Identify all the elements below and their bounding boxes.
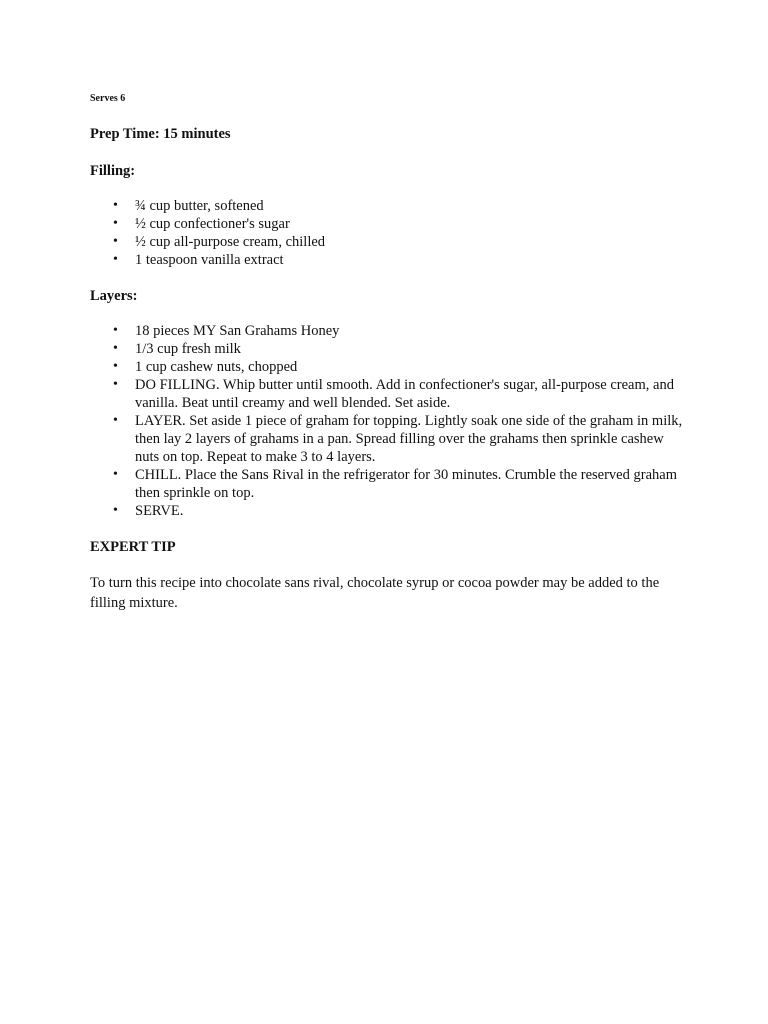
list-item	[90, 197, 690, 215]
bullet-icon: •	[113, 323, 118, 338]
layers-list	[90, 322, 690, 520]
bullet-icon: •	[113, 359, 118, 374]
bullet-icon: •	[113, 377, 118, 392]
prep-time: Prep Time: 15 minutes	[90, 126, 231, 142]
list-item-text: CHILL. Place the Sans Rival in the refrigerator for 30 minutes. Crumble the reserved graham then sprinkle on top.	[135, 467, 677, 501]
bullet-icon: •	[113, 467, 118, 482]
layers-heading: Layers:	[90, 288, 138, 304]
bullet-icon: •	[113, 216, 118, 231]
list-item	[90, 251, 690, 269]
recipe-page	[90, 92, 690, 613]
list-item-text: SERVE.	[135, 503, 184, 519]
bullet-icon: •	[113, 341, 118, 356]
list-item	[90, 340, 690, 358]
list-item	[90, 466, 690, 502]
list-item-text: 1 cup cashew nuts, chopped	[135, 359, 298, 375]
expert-tip-text: To turn this recipe into chocolate sans rival, chocolate syrup or cocoa powder may be added to the filling mixture.	[90, 575, 660, 611]
bullet-icon: •	[113, 503, 118, 518]
list-item	[90, 412, 690, 466]
list-item	[90, 376, 690, 412]
bullet-icon: •	[113, 234, 118, 249]
list-item-text: 1 teaspoon vanilla extract	[135, 252, 284, 268]
filling-list	[90, 197, 690, 269]
bullet-icon: •	[113, 252, 118, 267]
list-item	[90, 358, 690, 376]
list-item	[90, 233, 690, 251]
list-item-text: ¾ cup butter, softened	[135, 198, 264, 214]
list-item-text: ½ cup all-purpose cream, chilled	[135, 234, 326, 250]
list-item-text: LAYER. Set aside 1 piece of graham for topping. Lightly soak one side of the graham in milk, then lay 2 layers of grahams in a pan. Spread filling over the grahams then sprinkle cashew nuts on top. Repeat to make 3 to 4 layers.	[135, 413, 683, 465]
list-item-text: 1/3 cup fresh milk	[135, 341, 241, 357]
serves-label: Serves 6	[90, 93, 126, 104]
list-item	[90, 215, 690, 233]
list-item-text: 18 pieces MY San Grahams Honey	[135, 323, 340, 339]
list-item	[90, 502, 690, 520]
filling-heading: Filling:	[90, 163, 136, 179]
list-item	[90, 322, 690, 340]
list-item-text: ½ cup confectioner's sugar	[135, 216, 290, 232]
list-item-text: DO FILLING. Whip butter until smooth. Add in confectioner's sugar, all-purpose cream, and vanilla. Beat until creamy and well blended. Set aside.	[135, 377, 674, 411]
expert-tip-heading: EXPERT TIP	[90, 539, 176, 555]
bullet-icon: •	[113, 198, 118, 213]
bullet-icon: •	[113, 413, 118, 428]
